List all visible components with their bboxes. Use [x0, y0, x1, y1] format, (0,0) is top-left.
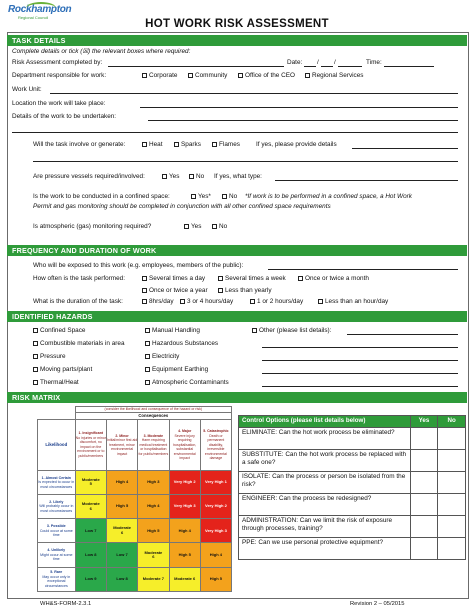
hazard-other-field-3[interactable] [262, 360, 458, 361]
control-row [239, 493, 466, 515]
risk-cell: Very High 2 [169, 470, 200, 494]
matrix-top-note: (consider the likelihood and consequence of the hazard or risk) [75, 407, 231, 413]
hazard-moving-parts[interactable]: Moving parts/plant [33, 366, 92, 373]
checkbox[interactable] [252, 328, 257, 333]
hazard-hazardous-substances[interactable]: Hazardous Substances [145, 340, 218, 347]
matrix-corner-2 [38, 413, 76, 420]
risk-cell: High 4 [200, 543, 231, 567]
likelihood-label: 2. Likely Will probably occur in most circumstances [38, 494, 76, 518]
risk-cell: Very High 3 [169, 494, 200, 518]
section-frequency: FREQUENCY AND DURATION OF WORK [7, 245, 467, 256]
details-field-1[interactable] [148, 120, 458, 121]
consequence-col-2: 2. Minor Initial/minor first aid treatment, minor environmental impact [107, 420, 138, 471]
duration-option-3-4hrs[interactable]: 3 or 4 hours/day [180, 298, 233, 306]
control-no-cell[interactable] [438, 515, 466, 537]
control-no-cell[interactable] [438, 471, 466, 493]
pressure-label: Are pressure vessels required/involved: [33, 173, 145, 180]
details-label: Details of the work to be undertaken: [12, 113, 117, 120]
checkbox[interactable] [222, 194, 227, 199]
control-yes-cell[interactable] [410, 471, 438, 493]
risk-cell: Moderate 6 [138, 543, 169, 567]
matrix-consequences-header: Consequences [75, 413, 231, 420]
often-option-once-year[interactable]: Once or twice a year [142, 287, 208, 295]
hazard-combustible[interactable]: Combustible materials in area [33, 340, 125, 347]
checkbox[interactable] [145, 367, 150, 372]
often-option-several-day[interactable]: Several times a day [142, 275, 205, 283]
risk-cell: Low 7 [107, 543, 138, 567]
control-no-header: No [438, 416, 466, 428]
completed-by-label: Risk Assessment completed by: [12, 59, 103, 66]
involve-option-heat[interactable]: Heat [142, 141, 163, 149]
risk-cell: High 5 [107, 494, 138, 518]
checkbox[interactable] [142, 73, 147, 78]
hazard-other-field-4[interactable] [262, 373, 458, 374]
date-day-field[interactable] [304, 66, 316, 67]
checkbox[interactable] [212, 142, 217, 147]
checkbox[interactable] [174, 142, 179, 147]
department-option-ceo[interactable]: Office of the CEO [238, 72, 295, 80]
checkbox[interactable] [145, 380, 150, 385]
risk-cell: Moderate 6 [169, 567, 200, 591]
risk-cell: Moderate 7 [138, 567, 169, 591]
risk-cell: Low 9 [75, 567, 106, 591]
risk-cell: High 5 [169, 543, 200, 567]
matrix-likelihood-header: Likelihood [38, 420, 76, 471]
control-row [239, 515, 466, 537]
logo-swoosh [26, 2, 56, 14]
risk-cell: High 5 [138, 519, 169, 543]
control-yes-cell[interactable] [410, 427, 438, 449]
duration-option-less-hour[interactable]: Less than an hour/day [318, 298, 388, 306]
location-label: Location the work will take place: [12, 100, 106, 107]
pressure-details-label: If yes, what type: [214, 173, 262, 180]
confined-yes[interactable]: Yes* [191, 193, 211, 201]
risk-cell: High 5 [200, 567, 231, 591]
often-option-less-yearly[interactable]: Less than yearly [218, 287, 272, 295]
risk-cell: Moderate 5 [75, 470, 106, 494]
checkbox[interactable] [238, 73, 243, 78]
task-intro: Complete details or tick (☒) the relevant boxes where required: [12, 48, 191, 55]
control-substitute: SUBSTITUTE: Can the hot work process be replaced with a safe one? [239, 449, 411, 471]
involve-option-sparks[interactable]: Sparks [174, 141, 201, 149]
checkbox[interactable] [188, 73, 193, 78]
checkbox[interactable] [212, 224, 217, 229]
time-field[interactable] [384, 66, 434, 67]
control-row [239, 471, 466, 493]
atmospheric-no[interactable]: No [212, 223, 227, 231]
control-yes-cell[interactable] [410, 493, 438, 515]
risk-cell: High 4 [169, 519, 200, 543]
exposed-field[interactable] [268, 269, 458, 270]
risk-matrix-table [37, 406, 232, 592]
consequence-col-5: 5. Catastrophic Death or permanent disability, irreversible environmental damage [200, 420, 231, 471]
duration-option-8hrs[interactable]: 8hrs/day [142, 298, 174, 306]
confined-note: *If work is to be performed in a confined space, a Hot Work [245, 193, 412, 200]
control-options-table [238, 415, 466, 560]
checkbox[interactable] [318, 299, 323, 304]
hazard-confined-space[interactable]: Confined Space [33, 327, 85, 334]
likelihood-row [38, 470, 232, 494]
checkbox[interactable] [33, 354, 38, 359]
control-options-header: Control Options (please list details below) [239, 416, 411, 428]
likelihood-label: 3. Possible Could occur at some time [38, 519, 76, 543]
logo-subtext: Regional Council [18, 15, 49, 20]
risk-cell: Moderate 6 [75, 494, 106, 518]
often-option-several-week[interactable]: Several times a week [218, 275, 286, 283]
control-row [239, 537, 466, 559]
checkbox[interactable] [180, 299, 185, 304]
involve-option-flames[interactable]: Flames [212, 141, 240, 149]
often-label: How often is the task performed: [33, 275, 125, 282]
control-no-cell[interactable] [438, 537, 466, 559]
work-unit-field[interactable] [50, 93, 458, 94]
risk-cell: High 4 [107, 470, 138, 494]
section-hazards: IDENTIFIED HAZARDS [7, 311, 467, 322]
involve-label: Will the task involve or generate: [33, 141, 126, 148]
exposed-label: Who will be exposed to this work (e.g. employees, members of the public): [33, 262, 244, 269]
control-no-cell[interactable] [438, 493, 466, 515]
checkbox[interactable] [33, 328, 38, 333]
involve-details-field[interactable] [352, 148, 458, 149]
likelihood-row [38, 567, 232, 591]
checkbox[interactable] [142, 288, 147, 293]
checkbox[interactable] [305, 73, 310, 78]
checkbox[interactable] [142, 299, 147, 304]
risk-cell: Moderate 6 [107, 519, 138, 543]
hazard-manual-handling[interactable]: Manual Handling [145, 327, 200, 334]
control-yes-cell[interactable] [410, 515, 438, 537]
checkbox[interactable] [142, 142, 147, 147]
completed-by-field[interactable] [108, 66, 284, 67]
control-row [239, 449, 466, 471]
risk-cell: Very High 2 [200, 494, 231, 518]
department-option-community[interactable]: Community [188, 72, 227, 80]
hazard-other-field-2[interactable] [262, 347, 458, 348]
pressure-no[interactable]: No [189, 173, 204, 181]
involve-details-field-2[interactable] [33, 161, 458, 162]
checkbox[interactable] [33, 367, 38, 372]
checkbox[interactable] [145, 354, 150, 359]
pressure-yes[interactable]: Yes [162, 173, 179, 181]
date-month-field[interactable] [321, 66, 333, 67]
risk-cell: Very High 3 [200, 519, 231, 543]
checkbox[interactable] [145, 328, 150, 333]
checkbox[interactable] [298, 276, 303, 281]
confined-no[interactable]: No [222, 193, 237, 201]
checkbox[interactable] [33, 380, 38, 385]
logo-text: Rockhampton [8, 4, 72, 15]
likelihood-label: 1. Almost Certain Is expected to occur in most circumstances [38, 470, 76, 494]
checkbox[interactable] [218, 288, 223, 293]
checkbox[interactable] [162, 174, 167, 179]
duration-label: What is the duration of the task: [33, 298, 123, 305]
hazard-other[interactable]: Other (please list details): [252, 327, 331, 334]
department-option-regional[interactable]: Regional Services [305, 72, 364, 80]
hazard-equipment-earthing[interactable]: Equipment Earthing [145, 366, 208, 373]
time-label: Time: [366, 59, 382, 66]
likelihood-row [38, 494, 232, 518]
likelihood-label: 5. Rare May occur only in exceptional circumstances [38, 567, 76, 591]
risk-cell: High 3 [138, 470, 169, 494]
hazard-other-field-1[interactable] [347, 334, 458, 335]
revision-info: Revision 2 – 05/2015 [350, 601, 405, 607]
checkbox[interactable] [145, 341, 150, 346]
control-no-cell[interactable] [438, 427, 466, 449]
hazard-atmospheric[interactable]: Atmospheric Contaminants [145, 379, 229, 386]
date-year-field[interactable] [338, 66, 362, 67]
form-code: WH&S-FORM-2.3.1 [40, 601, 92, 607]
section-risk-matrix: RISK MATRIX [7, 392, 467, 403]
location-field[interactable] [140, 107, 458, 108]
atmospheric-label: Is atmospheric (gas) monitoring required? [33, 223, 152, 230]
often-option-once-month[interactable]: Once or twice a month [298, 275, 369, 283]
risk-cell: Low 7 [75, 519, 106, 543]
control-engineer: ENGINEER: Can the process be redesigned? [239, 493, 411, 515]
consequence-col-1: 1. Insignificant No injuries or minor discomfort, no impact on the environment or to public/members [75, 420, 106, 471]
likelihood-row [38, 519, 232, 543]
control-yes-header: Yes [410, 416, 438, 428]
risk-cell: Very High 1 [200, 470, 231, 494]
risk-cell: High 4 [138, 494, 169, 518]
confined-label: Is the work to be conducted in a confined space: [33, 193, 170, 200]
control-row [239, 427, 466, 449]
section-task-details: TASK DETAILS [7, 35, 467, 46]
consequence-col-3: 3. Moderate Harm requiring medical treatment or hospitalisation for public/members [138, 420, 169, 471]
checkbox[interactable] [142, 276, 147, 281]
control-administration: ADMINISTRATION: Can we limit the risk of exposure through processes, training? [239, 515, 411, 537]
control-yes-cell[interactable] [410, 537, 438, 559]
control-ppe: PPE: Can we use personal protective equipment? [239, 537, 411, 559]
checkbox[interactable] [184, 224, 189, 229]
details-field-2[interactable] [12, 132, 458, 133]
involve-details-label: If yes, please provide details [256, 141, 337, 148]
checkbox[interactable] [191, 194, 196, 199]
checkbox[interactable] [218, 276, 223, 281]
duration-option-1-2hrs[interactable]: 1 or 2 hours/day [250, 298, 303, 306]
page-title: HOT WORK RISK ASSESSMENT [145, 18, 329, 30]
date-label: Date: [287, 59, 303, 66]
checkbox[interactable] [189, 174, 194, 179]
department-label: Department responsible for work: [12, 72, 107, 79]
hazard-thermal[interactable]: Thermal/Heat [33, 379, 79, 386]
atmospheric-yes[interactable]: Yes [184, 223, 201, 231]
hazard-other-field-5[interactable] [262, 386, 458, 387]
control-yes-cell[interactable] [410, 449, 438, 471]
consequence-col-4: 4. Major Severe injury requiring hospitalisation, substantial environmental impact [169, 420, 200, 471]
control-isolate: ISOLATE: Can the process or person be isolated from the risk? [239, 471, 411, 493]
hazard-electricity[interactable]: Electricity [145, 353, 179, 360]
likelihood-row [38, 543, 232, 567]
work-unit-label: Work Unit: [12, 86, 42, 93]
department-option-corporate[interactable]: Corporate [142, 72, 177, 80]
control-no-cell[interactable] [438, 449, 466, 471]
hazard-pressure[interactable]: Pressure [33, 353, 66, 360]
checkbox[interactable] [250, 299, 255, 304]
date-sep-1: / [317, 59, 319, 66]
risk-cell: Low 8 [107, 567, 138, 591]
confined-note-2: Permit and gas monitoring should be completed in conjunction with all other confined space requirements [33, 203, 331, 210]
risk-cell: Low 8 [75, 543, 106, 567]
checkbox[interactable] [33, 341, 38, 346]
pressure-details-field[interactable] [275, 180, 458, 181]
control-eliminate: ELIMINATE: Can the hot work process be eliminated? [239, 427, 411, 449]
likelihood-label: 4. Unlikely Might occur at some time [38, 543, 76, 567]
date-sep-2: / [334, 59, 336, 66]
